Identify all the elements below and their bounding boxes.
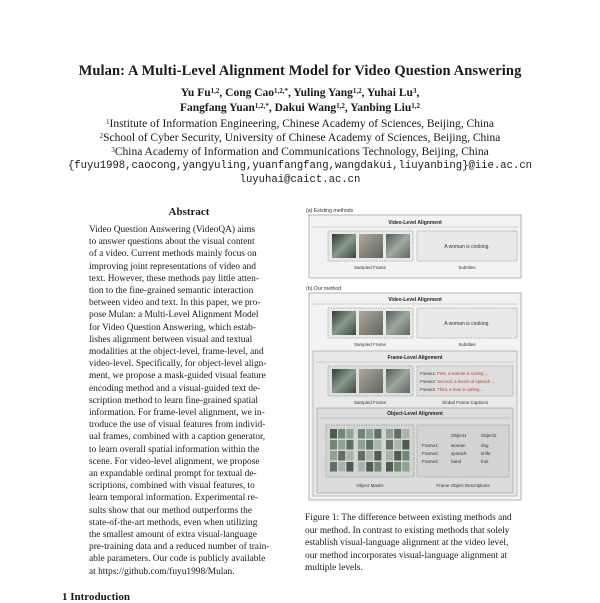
panel-b-subtitle — [417, 308, 517, 338]
abstract-line: troduce the use of visual features from individ- — [89, 420, 266, 431]
object-mask-tile — [402, 429, 409, 439]
object-mask-tile — [338, 429, 345, 439]
authors-line-1: Yu Fu$^{1,2}$, Cong Cao$^{1,2,*}$, Yuling Yang$^{1,2}$, Yuhai Lu$^3$, — [180, 87, 420, 99]
object-mask-tile — [386, 462, 393, 472]
caption-line: our method incorporates visual-language alignment at — [305, 550, 508, 561]
object-masks-label: Object Masks — [356, 483, 384, 488]
object-masks-grid — [326, 425, 414, 477]
authors-block — [0, 86, 600, 116]
email-line-1: {fuyu1998,caocong,yangyuling,yuanfangfang,wangdakui,liuyanbing}@iie.ac.cn — [67, 160, 533, 172]
object-mask-tile — [386, 440, 393, 450]
video-frame-image — [386, 311, 410, 335]
abstract-line: learn temporal information. Experimental re- — [89, 493, 258, 504]
abstract-line: ual frames, combined with a caption generator, — [89, 432, 266, 443]
video-frame-image — [359, 311, 383, 335]
object-mask-tile — [330, 440, 337, 450]
sampled-frame-label: Sampled Frame — [353, 265, 387, 270]
video-frame-image — [359, 369, 383, 393]
object-mask-tile — [346, 451, 353, 461]
email-line-2: luyuhai@caict.ac.cn — [239, 174, 361, 186]
video-frame-image — [386, 234, 410, 258]
caption-line: multiple levels. — [305, 563, 363, 574]
object-mask-tile — [346, 429, 353, 439]
abstract-line: for Video Question Answering, which estab- — [89, 322, 256, 333]
frame-object-desc-label: Frame Object Descriptions — [436, 483, 490, 488]
frame-caption-2: Frame2: Second, a bunch of spinach ... — [420, 379, 496, 384]
abstract-body — [89, 224, 286, 578]
object-mask-tile — [394, 451, 401, 461]
abstract-line: text. However, these methods pay little atten- — [89, 273, 259, 284]
abstract-line: tion to the fine-grained semantic interaction — [89, 286, 254, 297]
object-mask-tile — [330, 451, 337, 461]
object-mask-tile — [330, 429, 337, 439]
object-mask-tile — [394, 462, 401, 472]
object-mask-tile — [366, 462, 373, 472]
abstract-line: pose Mulan: a Multi-Level Alignment Model — [89, 310, 259, 321]
panel-b-sampled-frames — [328, 308, 413, 338]
object-mask-tile — [402, 462, 409, 472]
abstract-line: Video Question Answering (VideoQA) aims — [89, 225, 256, 235]
caption-line: our method. In contrast to existing methods that solely — [305, 525, 510, 536]
affiliation-2: $^2$School of Cyber Security, University of Chinese Academy of Sciences, Beijing, China — [99, 132, 501, 144]
abstract-line: scription method to learn fine-grained spatial — [89, 395, 258, 406]
abstract-line: between video and text. In this paper, we pro- — [89, 298, 261, 309]
object-mask-tile — [394, 440, 401, 450]
video-frame-image — [386, 369, 410, 393]
author: Fangfang Yuan$^{1,2,*}$ — [179, 102, 269, 114]
video-frame-image — [359, 234, 383, 258]
abstract-line: lishes alignment between visual and textual — [89, 334, 253, 345]
object-mask-tile — [374, 429, 381, 439]
abstract-line: able parameters. Our code is publicly available — [89, 554, 266, 565]
frame-level-frames — [328, 366, 413, 396]
object-mask-tile — [386, 451, 393, 461]
author: Yuling Yang$^{1,2}$ — [293, 87, 362, 99]
subtitles-label: Subtitles — [458, 265, 476, 270]
subtitles-label-b: Subtitles — [458, 342, 476, 347]
object-mask-tile — [374, 462, 381, 472]
abstract-line: of a video. Current methods mainly focus on — [89, 249, 257, 260]
object-mask-tile — [358, 451, 365, 461]
panel-b-video-title: Video-Level Alignment — [388, 297, 442, 303]
abstract-line: pre-training data and a reduced number of train- — [89, 542, 270, 553]
paper-title: Mulan: A Multi-Level Alignment Model for Video Question Answering — [78, 63, 522, 79]
affiliation-3: $^3$China Academy of Information and Communications Technology, Beijing, China — [111, 146, 489, 158]
abstract-line: scriptions, combined with visual features, to — [89, 481, 255, 492]
frame-caption-1: Frame1: First, a woman is cutting ... — [420, 371, 489, 376]
abstract-line: at https://github.com/fuyu1998/Mulan. — [89, 566, 235, 577]
author: Cong Cao$^{1,2,*}$ — [225, 87, 289, 99]
svg-text:fruit: fruit — [481, 459, 489, 464]
abstract-line: state-of-the-art methods, even when utilizing — [89, 517, 258, 528]
frame-caption-3: Frame3: Third, a man is cutting ... — [420, 387, 485, 392]
svg-text:knife: knife — [481, 451, 491, 456]
abstract-line: video-level. Specifically, for object-level align- — [89, 359, 267, 370]
svg-text:Frame2:: Frame2: — [422, 451, 439, 456]
svg-text:A woman is cooking.: A woman is cooking. — [444, 321, 490, 327]
abstract-line: scene. For video-level alignment, we propose — [89, 456, 260, 467]
abstract-heading: Abstract — [168, 206, 210, 218]
abstract-line: an expandable ordinal prompt for textual de- — [89, 469, 257, 480]
svg-text:Frame1:: Frame1: — [422, 443, 439, 448]
frame-captions-box — [417, 366, 513, 396]
object-mask-tile — [338, 451, 345, 461]
svg-text:Object1: Object1 — [451, 433, 467, 438]
object-level-title: Object-Level Alignment — [387, 411, 443, 417]
abstract-line: sults show that our method outperforms the — [89, 505, 253, 516]
panel-a-video-title: Video-Level Alignment — [388, 220, 442, 226]
panel-b-label: (b) Our method — [306, 286, 342, 292]
abstract-line: to learn overall spatial information within the — [89, 444, 260, 455]
sampled-frame-label-b: Sampled Frame — [353, 342, 387, 347]
author: Dakui Wang$^{1,2}$ — [274, 102, 345, 114]
global-frame-captions-label: Global Frame Captions — [441, 400, 489, 405]
svg-text:A woman is cooking.: A woman is cooking. — [444, 244, 490, 250]
abstract-line: encoding method and a visual-guided text de- — [89, 383, 261, 394]
object-mask-tile — [366, 440, 373, 450]
author: Yuhai Lu$^3$ — [367, 87, 417, 99]
video-frame-image — [332, 311, 356, 335]
svg-text:hand: hand — [451, 459, 462, 464]
svg-text:woman: woman — [451, 443, 466, 448]
frame-level-title: Frame-Level Alignment — [387, 355, 443, 361]
object-mask-tile — [374, 440, 381, 450]
object-mask-tile — [402, 451, 409, 461]
caption-line: Figure 1: The difference between existing methods and — [305, 513, 512, 523]
object-mask-tile — [346, 440, 353, 450]
object-mask-tile — [338, 440, 345, 450]
abstract-line: modalities at the object-level, frame-level, and — [89, 347, 264, 358]
object-mask-tile — [386, 429, 393, 439]
svg-text:Frame3:: Frame3: — [422, 459, 439, 464]
affiliation-1: $^1$Institute of Information Engineering, Chinese Academy of Sciences, Beijing, China — [105, 118, 495, 130]
sampled-frame-label-c: Sampled Frame — [353, 400, 387, 405]
object-mask-tile — [338, 462, 345, 472]
caption-line: establish visual-language alignment at the video level, — [305, 538, 509, 549]
author: Yanbing Liu$^{1,2}$ — [350, 102, 420, 114]
authors-line-2: Fangfang Yuan$^{1,2,*}$, Dakui Wang$^{1,2}$, Yanbing Liu$^{1,2}$ — [179, 102, 420, 114]
affiliations — [0, 117, 600, 187]
object-mask-tile — [346, 462, 353, 472]
section-heading: 1 Introduction — [62, 591, 130, 603]
abstract-line: to answer questions about the visual content — [89, 237, 255, 248]
object-mask-tile — [358, 462, 365, 472]
svg-text:dog: dog — [481, 443, 489, 448]
object-mask-tile — [358, 429, 365, 439]
object-mask-tile — [374, 451, 381, 461]
object-mask-tile — [366, 451, 373, 461]
video-frame-image — [332, 234, 356, 258]
video-frame-image — [332, 369, 356, 393]
svg-text:spinach: spinach — [451, 451, 467, 456]
abstract-line: the smallest amount of extra visual-language — [89, 530, 257, 541]
object-mask-tile — [358, 440, 365, 450]
figure-caption — [305, 512, 527, 575]
panel-a-sampled-frames — [328, 231, 413, 261]
object-desc-box — [417, 425, 509, 477]
object-mask-tile — [394, 429, 401, 439]
abstract-line: improving joint representations of video and — [89, 261, 256, 272]
panel-a-label: (a) Existing methods — [306, 208, 354, 214]
abstract-line: information. For frame-level alignment, we in- — [89, 408, 265, 419]
object-mask-tile — [366, 429, 373, 439]
author: Yu Fu$^{1,2}$ — [180, 87, 220, 99]
object-mask-tile — [330, 462, 337, 472]
object-mask-tile — [402, 440, 409, 450]
svg-text:Object2: Object2 — [481, 433, 497, 438]
figure-1 — [304, 203, 526, 510]
panel-a-subtitle — [417, 231, 517, 261]
abstract-line: ment, we propose a mask-guided visual feature — [89, 371, 266, 382]
